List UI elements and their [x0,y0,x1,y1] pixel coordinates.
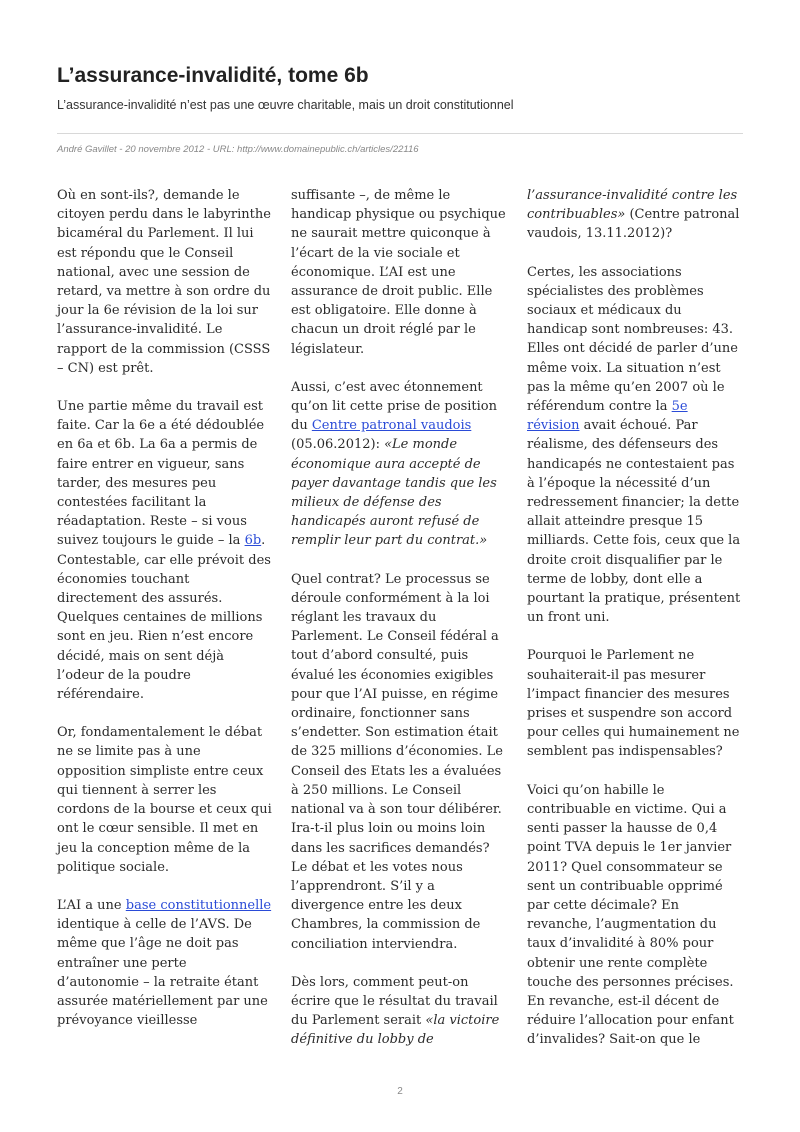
paragraph: suffisante –, de même le handicap physique ou psychique ne saurait mettre quiconque à l’écart de la vie sociale et économique. L’AI est une assurance de droit public. Elle est obligatoire. Elle donne à chacun un droit réglé par le législateur. [291,188,506,357]
link-5e-revision[interactable]: 5e révision [527,399,688,434]
article-meta: André Gavillet - 20 novembre 2012 - URL: http://www.domainepublic.ch/articles/22116 [57,144,419,155]
paragraph: Quel contrat? Le processus se déroule conformément à la loi réglant les travaux du Parlement. Le Conseil fédéral a tout d’abord consulté, puis évalué les économies exigibles pour que l’AI puisse, en régime ordinaire, fonctionner sans s’endetter. Son estimation était de 325 millions d’économies. Le Conseil des Etats les a évaluées à 250 millions. Le Conseil national va à son tour délibérer. Ira-t-il plus loin ou moins loin dans les sacrifices demandés? Le débat et les votes nous l’apprendront. S’il y a divergence entre les deux Chambres, la commission de conciliation interviendra. [291,571,503,952]
quote: «Le monde économique aura accepté de payer davantage tandis que les milieux de défense des handicapés auront refusé de remplir leur part du contrat.» [291,437,497,549]
link-base-constitutionnelle[interactable]: base constitutionnelle [125,897,272,913]
header-divider [57,133,743,134]
quote: l’assurance-invalidité contre les contribuables» [527,188,738,223]
article-subtitle: L’assurance-invalidité n’est pas une œuvre charitable, mais un droit constitutionnel [57,98,514,112]
paragraph: L’AI a une base constitutionnelle identique à celle de l’AVS. De même que l’âge ne doit pas entraîner une perte d’autonomie – la retraite étant assurée matériellement par une prévoyance vieillesse [57,897,272,1029]
paragraph: l’assurance-invalidité contre les contribuables» (Centre patronal vaudois, 13.11.2012)? [527,188,740,242]
paragraph: Or, fondamentalement le débat ne se limite pas à une opposition simpliste entre ceux qui tiennent à serrer les cordons de la bourse et ceux qui ont le cœur sensible. Il met en jeu la conception même de la politique sociale. [57,725,272,875]
quote: «la victoire définitive du lobby de [291,1013,500,1048]
paragraph: Aussi, c’est avec étonnement qu’on lit cette prise de position du Centre patronal vaudois (05.06.2012): «Le monde économique aura accepté de payer davantage tandis que les milieux de défense des handicapés auront refusé de remplir leur part du contrat.» [291,379,497,549]
paragraph: Dès lors, comment peut-on écrire que le résultat du travail du Parlement serait «la victoire définitive du lobby de [291,974,500,1048]
paragraph: Où en sont-ils?, demande le citoyen perdu dans le labyrinthe bicaméral du Parlement. Il lui est répondu que le Conseil national, avec une session de retard, va mettre à son ordre du jour la 6e révision de la loi sur l’assurance-invalidité. Le rapport de la commission (CSSS – CN) est prêt. [57,188,271,376]
paragraph: Une partie même du travail est faite. Car la 6e a été dédoublée en 6a et 6b. La 6a a permis de faire entrer en vigueur, sans tarder, des mesures peu contestées facilitant la réadaptation. Reste – si vous suivez toujours le guide – la 6b. Contestable, car elle prévoit des économies touchant directement des assurés. Quelques centaines de millions sont en jeu. Rien n’est encore décidé, mais on sent déjà l’odeur de la poudre référendaire. [57,399,271,703]
article-header [57,62,743,114]
text-column-2 [291,186,506,1069]
page-number: 2 [397,1086,403,1097]
paragraph: Voici qu’on habille le contribuable en victime. Qui a senti passer la hausse de 0,4 point TVA depuis le 1er janvier 2011? Quel consommateur se sent un contribuable opprimé par cette décimale? En revanche, l’augmentation du taux d’invalidité à 80% pour obtenir une rente complète touche des personnes précises. En revanche, est-il décent de réduire l’allocation pour enfant d’invalides? Sait-on que le [527,782,734,1048]
text-column-3 [527,186,742,1069]
text-column-1 [57,186,272,1049]
page-title: L’assurance-invalidité, tome 6b [57,64,369,87]
paragraph: Certes, les associations spécialistes des problèmes sociaux et médicaux du handicap sont nombreuses: 43. Elles ont décidé de parler d’une même voix. La situation n’est pas la même qu’en 2007 où le référendum contre la 5e révision avait échoué. Par réalisme, des défenseurs des handicapés ne contestaient pas à l’époque la nécessité d’un redressement financier; la dette allait atteindre presque 15 milliards. Cette fois, ceux que la droite croit disqualifier par le terme de lobby, dont elle a pourtant la pratique, présentent un front uni. [527,264,741,626]
link-centre-patronal-vaudois[interactable]: Centre patronal vaudois [311,418,472,434]
paragraph: Pourquoi le Parlement ne souhaiterait-il pas mesurer l’impact financier des mesures prises et suspendre son accord pour celles qui humainement ne semblent pas indispensables? [527,648,740,760]
link-6b[interactable]: 6b [244,533,262,549]
